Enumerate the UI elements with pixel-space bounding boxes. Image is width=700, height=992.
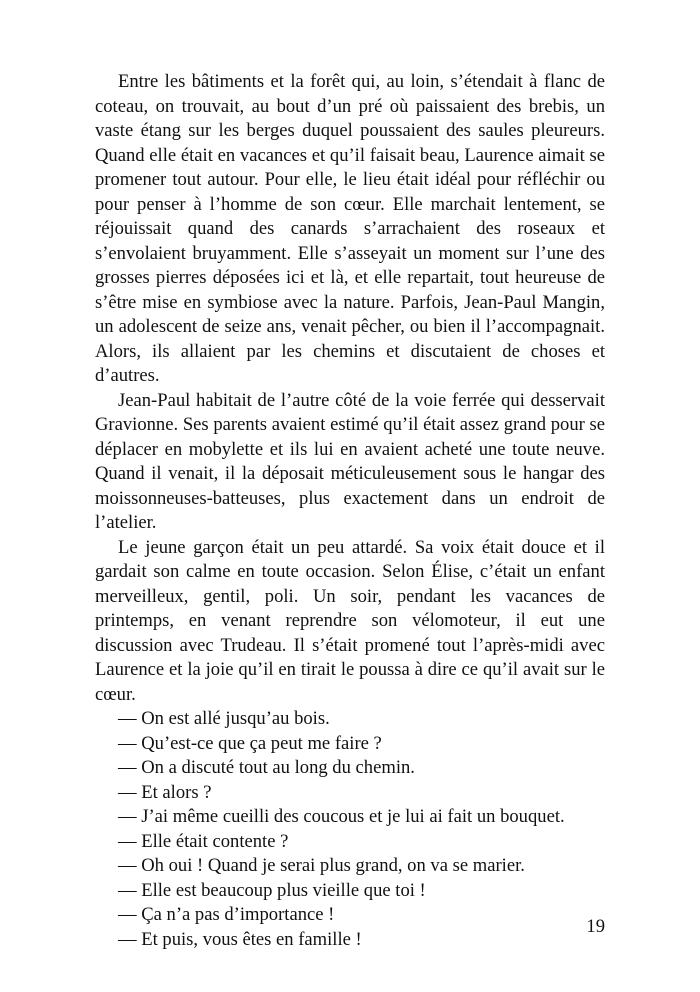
dialogue-list	[95, 707, 605, 952]
dialogue-line: — Qu’est-ce que ça peut me faire ?	[118, 732, 382, 754]
dialogue-line: — Et puis, vous êtes en famille !	[118, 928, 362, 950]
paragraph-3: Le jeune garçon était un peu attardé. Sa voix était douce et il gardait son calme en toute occasion. Selon Élise, c’était un enfant merveilleux, gentil, poli. Un soir, pendant les vacances de printemps, en venant reprendre son vélomoteur, il eut une discussion avec Trudeau. Il s’était promené tout l’après-midi avec Laurence et la joie qu’il en tirait le poussa à dire ce qu’il avait sur le cœur.	[95, 536, 605, 705]
dialogue-line: — Et alors ?	[118, 781, 212, 803]
dialogue-line: — Elle était contente ?	[118, 830, 289, 852]
page-number: 19	[586, 916, 605, 937]
dialogue-line: — J’ai même cueilli des coucous et je lui ai fait un bouquet.	[118, 806, 565, 827]
dialogue-line: — Oh oui ! Quand je serai plus grand, on va se marier.	[118, 855, 525, 876]
dialogue-line: — Ça n’a pas d’importance !	[118, 904, 335, 925]
dialogue-line: — On a discuté tout au long du chemin.	[118, 757, 415, 778]
paragraph-1: Entre les bâtiments et la forêt qui, au loin, s’étendait à flanc de coteau, on trouvait, au bout d’un pré où paissaient des brebis, un vaste étang sur les berges duquel poussaient des saules pleureurs. Quand elle était en vacances et qu’il faisait beau, Laurence aimait se promener tout autour. Pour elle, le lieu était idéal pour réfléchir ou pour penser à l’homme de son cœur. Elle marchait lentement, se réjouissait quand des canards s’arrachaient des roseaux et s’envolaient bruyamment. Elle s’asseyait un moment sur l’une des grosses pierres déposées ici et là, et elle repartait, tout heureuse de s’être mise en symbiose avec la nature. Parfois, Jean-Paul Mangin, un adolescent de seize ans, venait pêcher, ou bien il l’accompagnait. Alors, ils allaient par les chemins et discutaient de choses et d’autres.	[95, 71, 605, 386]
paragraph-2: Jean-Paul habitait de l’autre côté de la voie ferrée qui desservait Gravionne. Ses parents avaient estimé qu’il était assez grand pour se déplacer en mobylette et ils lui en avaient acheté une toute neuve. Quand il venait, il la déposait méticuleusement sous le hangar des moissonneuses-batteuses, plus exactement dans un endroit de l’atelier.	[95, 389, 605, 533]
dialogue-line: — On est allé jusqu’au bois.	[118, 708, 330, 729]
dialogue-line: — Elle est beaucoup plus vieille que toi !	[118, 879, 426, 901]
page-body	[95, 70, 605, 952]
